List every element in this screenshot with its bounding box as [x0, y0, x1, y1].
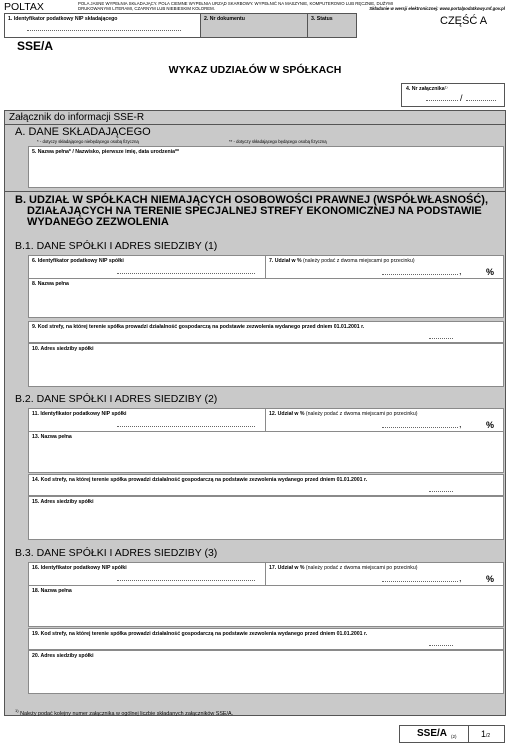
b3-share-comma: , [459, 573, 462, 583]
b2-name-label: 13. Nazwa pełna [32, 434, 72, 440]
b2-share-line [382, 427, 458, 428]
b3-name-field[interactable] [28, 585, 504, 627]
b1-share-field[interactable] [265, 255, 504, 279]
instructions-text [78, 1, 508, 11]
b1-zone-label: 9. Kod strefy, na której terenie spółka prowadzi działalność gospodarczą na podstawie zezwolenia wydanego przed dniem 01.01.2001 r. [32, 324, 365, 330]
b3-nip-line [117, 580, 255, 581]
header-fields-row [4, 13, 357, 38]
nip-input-line [27, 30, 181, 31]
footer-form-code-cell [400, 726, 469, 742]
b1-nip-line [117, 273, 255, 274]
b2-share-label: 12. Udział w % [269, 411, 305, 417]
b2-nip-label: 11. Identyfikator podatkowy NIP spółki [32, 411, 127, 417]
program-name: POLTAX [4, 1, 44, 13]
section-a-title: A. DANE SKŁADAJĄCEGO [15, 126, 151, 138]
b2-nip-line [117, 426, 255, 427]
page-total: /2 [486, 733, 491, 739]
attachment-slash: / [460, 93, 463, 103]
b1-address-label: 10. Adres siedziby spółki [32, 346, 94, 352]
b3-share-label: 17. Udział w % [269, 565, 305, 571]
footnote [15, 708, 233, 717]
section-b-title-line-1: B. UDZIAŁ W SPÓŁKACH NIEMAJĄCYCH OSOBOWOŚCI PRAWNEJ (WSPÓŁWŁASNOŚĆ), [15, 194, 488, 206]
attachment-number-field[interactable] [401, 83, 505, 107]
b2-share-field[interactable] [265, 408, 504, 432]
b2-name-field[interactable] [28, 431, 504, 473]
b1-zone-field[interactable] [28, 321, 504, 343]
b3-zone-line [429, 645, 453, 646]
b1-name-field[interactable] [28, 278, 504, 318]
b2-zone-line [429, 491, 453, 492]
attachment-number-line [426, 100, 458, 101]
nip-label: 1. Identyfikator podatkowy NIP składającego [8, 16, 118, 22]
b3-share-note: (należy podać z dwoma miejscami po przecinku) [305, 565, 418, 571]
instructions-line-1: POLA JASNE WYPEŁNIA SKŁADAJĄCY. POLA CIEMNE WYPEŁNIA URZĄD SKARBOWY. WYPEŁNIĆ NA MASZYNIE, KOMPUTEROWO LUB RĘCZNIE, DUŻYMI [78, 1, 394, 6]
b1-name-label: 8. Nazwa pełna [32, 281, 69, 287]
footer-form-version: (2) [451, 734, 457, 739]
b2-share-comma: , [459, 419, 462, 429]
b2-address-field[interactable] [28, 496, 504, 540]
nip-field[interactable] [5, 14, 201, 37]
section-b-title [15, 195, 488, 228]
footnote-mark: 1) [15, 708, 19, 713]
electronic-filing-note: Składanie w wersji elektronicznej: www.portalpodatkowy.mf.gov.pl [369, 6, 505, 11]
form-title: WYKAZ UDZIAŁÓW W SPÓŁKACH [168, 64, 342, 76]
b3-nip-label: 16. Identyfikator podatkowy NIP spółki [32, 565, 127, 571]
section-a-note-2: ** - dotyczy składającego będącego osobą fizyczną [229, 139, 327, 144]
b3-title: B.3. DANE SPÓŁKI I ADRES SIEDZIBY (3) [15, 547, 218, 559]
b3-nip-field[interactable] [28, 562, 266, 586]
b2-zone-label: 14. Kod strefy, na której terenie spółka prowadzi działalność gospodarczą na podstawie zezwolenia wydanego przed dniem 01.01.2001 r. [32, 477, 368, 483]
b2-title: B.2. DANE SPÓŁKI I ADRES SIEDZIBY (2) [15, 393, 218, 405]
page-number: 1 [481, 729, 487, 739]
b3-zone-field[interactable] [28, 628, 504, 650]
document-number-label: 2. Nr dokumentu [204, 16, 245, 22]
section-b-title-line-2: DZIAŁAJĄCYCH NA TERENIE SPECJALNEJ STREFY EKONOMICZNEJ NA PODSTAWIE [27, 205, 482, 217]
b3-address-label: 20. Adres siedziby spółki [32, 653, 94, 659]
divider [4, 124, 506, 125]
b3-name-label: 18. Nazwa pełna [32, 588, 72, 594]
divider [4, 191, 506, 192]
b1-zone-line [429, 338, 453, 339]
b2-share-note: (należy podać z dwoma miejscami po przecinku) [305, 411, 418, 417]
b3-percent-sign: % [486, 574, 495, 584]
b1-percent-sign: % [486, 267, 495, 277]
b1-nip-field[interactable] [28, 255, 266, 279]
attachment-total-line [466, 100, 496, 101]
section-a-note-1: * - dotyczy składającego niebędącego osobą fizyczną [37, 139, 139, 144]
b1-share-comma: , [459, 266, 462, 276]
b1-address-field[interactable] [28, 343, 504, 387]
full-name-label: 5. Nazwa pełna* / Nazwisko, pierwsze imię, data urodzenia** [32, 149, 180, 155]
instructions-line-2: DRUKOWANYMI LITERAMI, CZARNYM LUB NIEBIESKIM KOLOREM. [78, 6, 215, 11]
full-name-field[interactable] [28, 146, 504, 188]
attachment-to: Załącznik do informacji SSE-R [9, 112, 145, 123]
section-b-title-line-3: WYDANEGO ZEZWOLENIA [27, 216, 169, 228]
footer-page [481, 729, 490, 739]
attachment-number-footnote: ¹⁾ [444, 86, 448, 92]
b3-zone-label: 19. Kod strefy, na której terenie spółka prowadzi działalność gospodarczą na podstawie zezwolenia wydanego przed dniem 01.01.2001 r. [32, 631, 368, 637]
b1-title: B.1. DANE SPÓŁKI I ADRES SIEDZIBY (1) [15, 240, 218, 252]
part-label: CZĘŚĆ A [440, 15, 488, 27]
attachment-number-label: 4. Nr załącznika [406, 86, 445, 92]
b2-zone-field[interactable] [28, 474, 504, 496]
page-footer-box [399, 725, 505, 743]
b1-share-line [382, 274, 458, 275]
footer-form-code: SSE/A [417, 728, 448, 739]
b3-share-line [382, 581, 458, 582]
footnote-text: Należy podać kolejny numer załącznika w ogólnej liczbie składanych załączników SSE/A. [20, 710, 234, 717]
b2-nip-field[interactable] [28, 408, 266, 432]
status-field [308, 14, 356, 37]
b1-share-label: 7. Udział w % [269, 258, 302, 264]
b3-address-field[interactable] [28, 650, 504, 694]
b1-nip-label: 6. Identyfikator podatkowy NIP spółki [32, 258, 124, 264]
b1-share-note: (należy podać z dwoma miejscami po przecinku) [303, 258, 415, 264]
b3-share-field[interactable] [265, 562, 504, 586]
status-label: 3. Status [311, 16, 333, 22]
form-code: SSE/A [17, 39, 54, 53]
b2-address-label: 15. Adres siedziby spółki [32, 499, 94, 505]
document-number-field [201, 14, 308, 37]
b2-percent-sign: % [486, 420, 495, 430]
